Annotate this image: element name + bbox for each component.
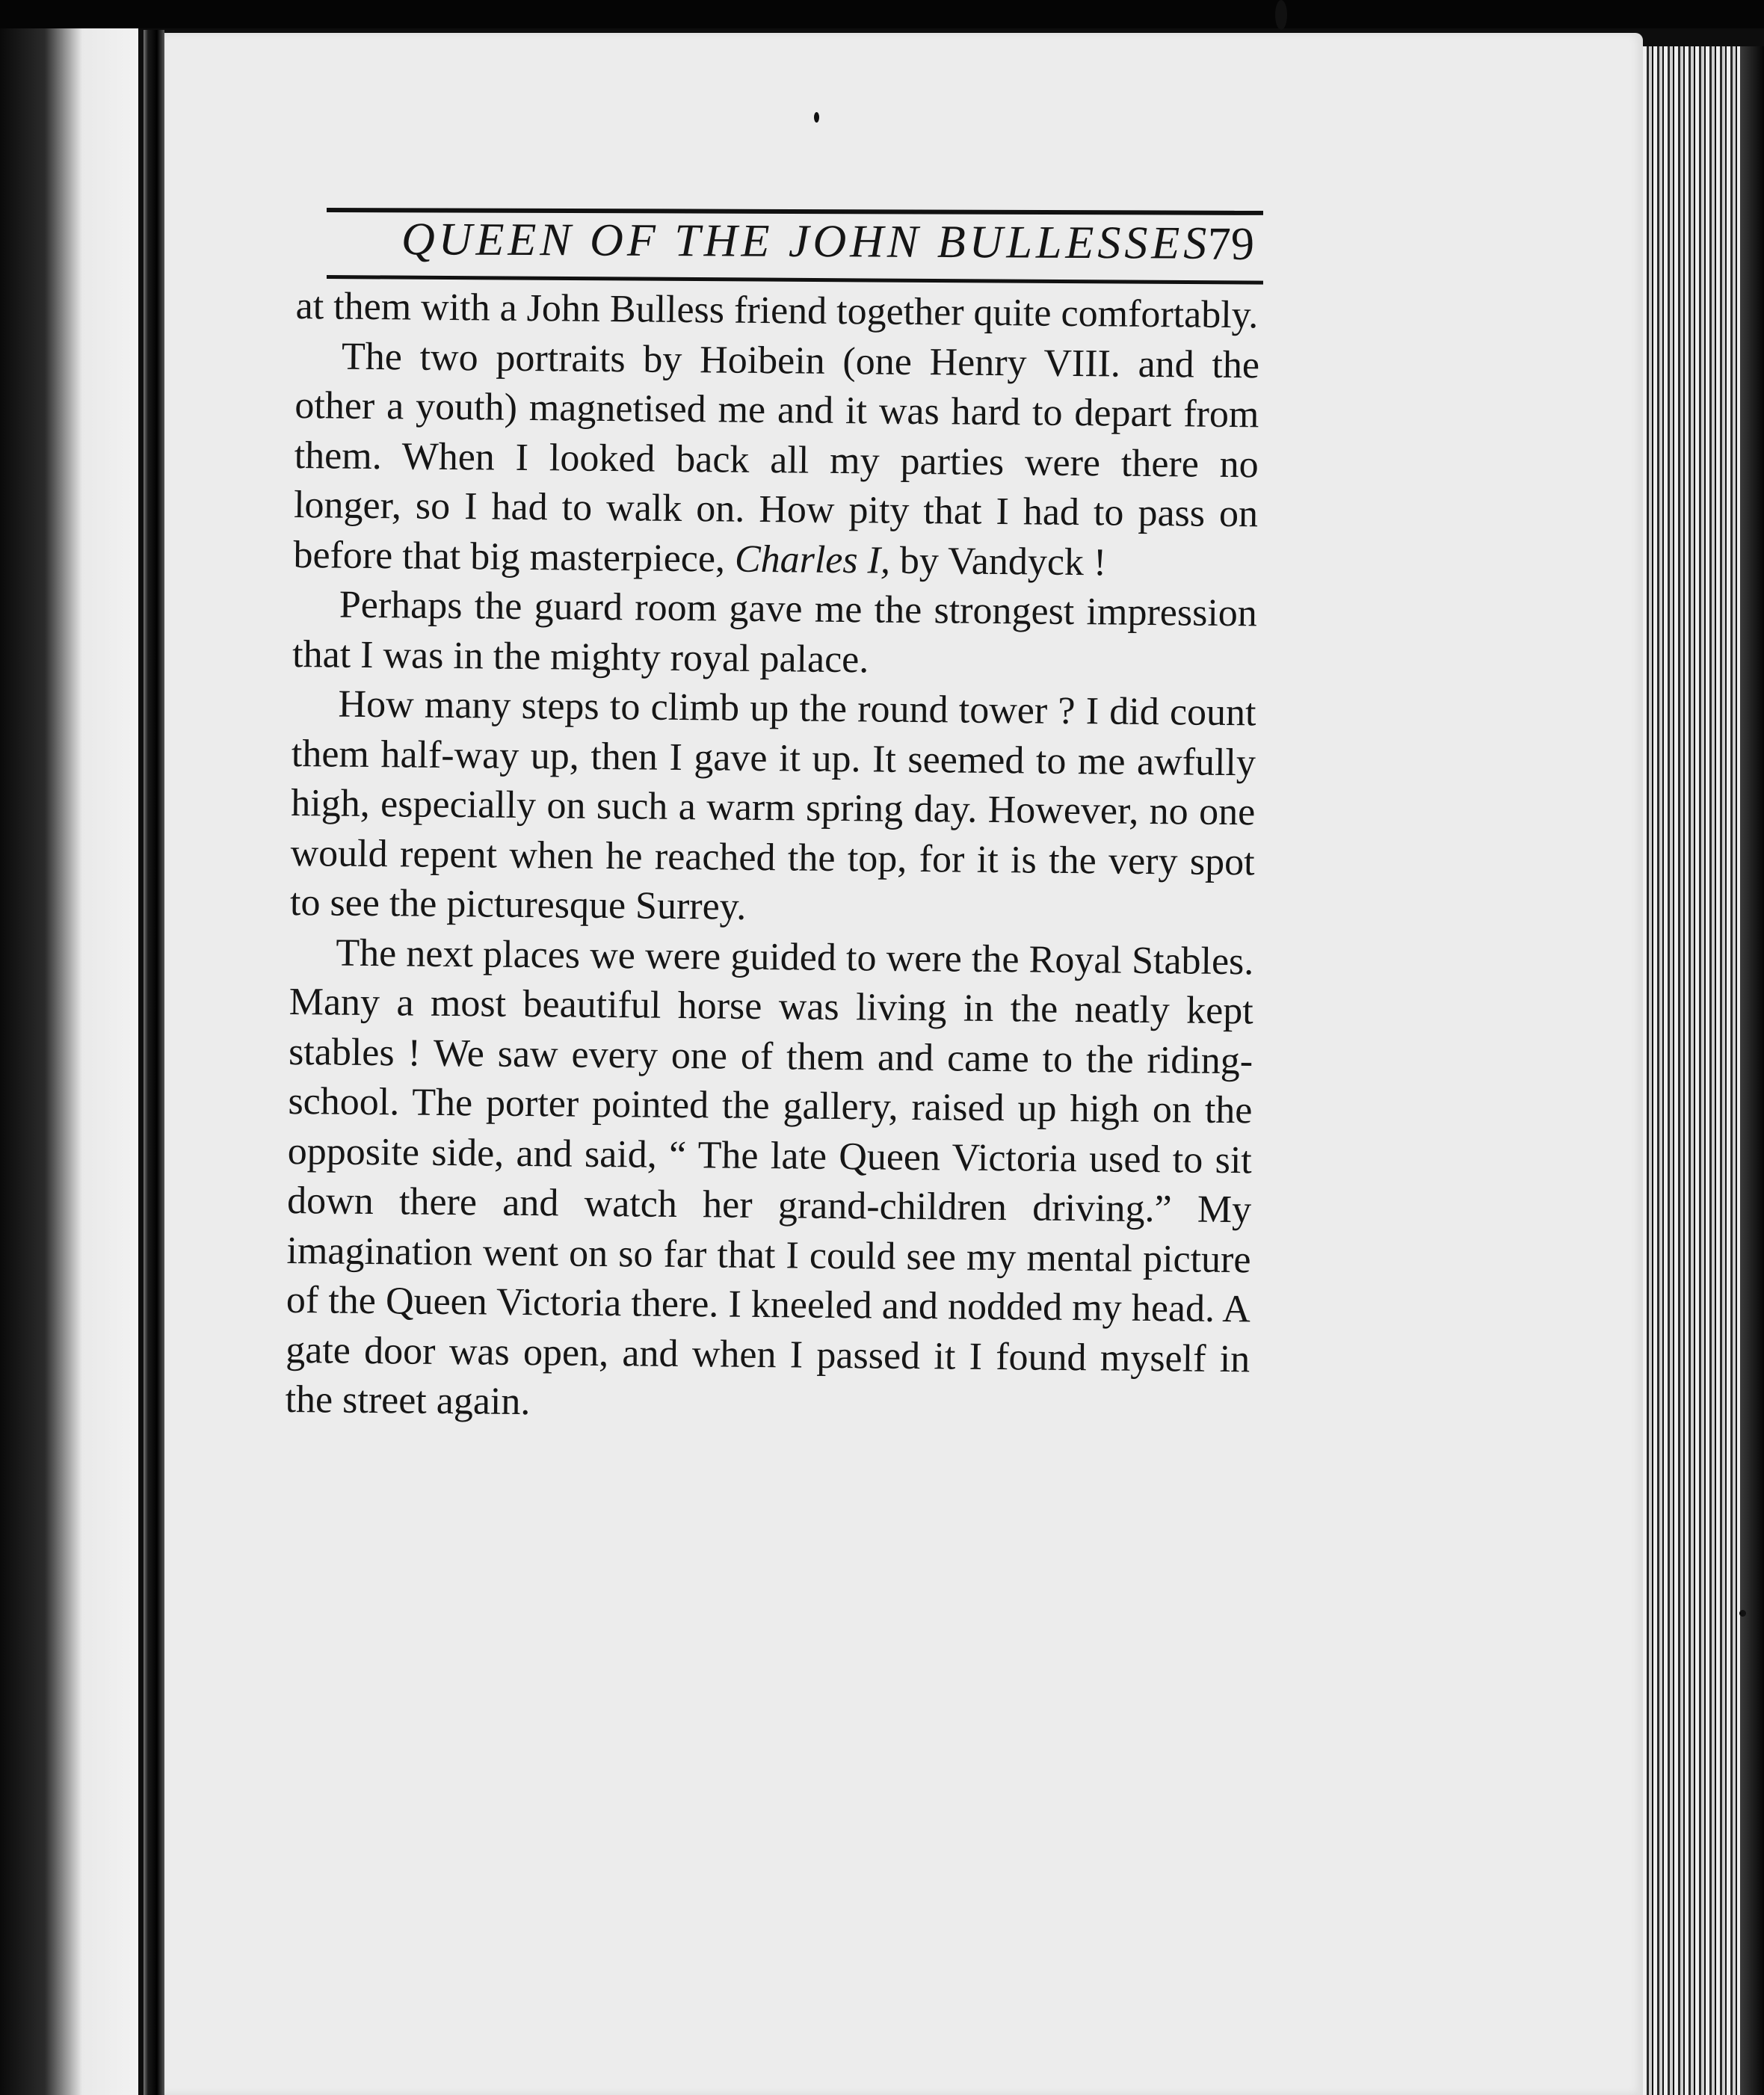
- ink-speck: [1275, 0, 1287, 30]
- running-head-title: QUEEN OF THE JOHN BULLESSES: [401, 214, 1211, 269]
- paragraph-5: The next places we were guided to were the Royal Stables. Many a most beautiful horse was living in the neatly kept stables ! We saw every one of them and came to the riding-school. The porter pointed the gallery, raised up high on the opposite side, and said, “ The late Queen Victoria used to sit down there and watch her grand-children driving.” My imagination went on so far that I could see my mental picture of the Queen Victoria there. I kneeled and nodded my head. A gate door was open, and when I passed it I found myself in the street again.: [285, 931, 1254, 1424]
- paragraph-4: How many steps to climb up the round tower ? I did count them half-way up, then I gave it up. It seemed to me awfully high, especially on such a warm spring day. However, no one would repent when he reached the top, for it is the very spot to see the picturesque Surrey.: [289, 682, 1256, 928]
- book-gutter: [144, 30, 164, 2095]
- ink-speck: [814, 112, 819, 123]
- running-head: [327, 185, 1263, 283]
- paragraph-1: at them with a John Bulless friend together quite comfortably.: [295, 284, 1259, 337]
- painting-title: Charles I,: [734, 537, 891, 582]
- page-number: 79: [1208, 219, 1254, 270]
- paragraph-3: Perhaps the guard room gave me the strongest impression that I was in the mighty royal palace.: [292, 583, 1258, 681]
- paragraph-2: The two portraits by Hoibein (one Henry VIII. and the other a youth) magnetised me and it was hard to depart from them. When I looked back all my parties were there no longer, so I had to walk on. How pity that I had to pass on before that big masterpiece, Charles I, by Vandyck !: [293, 335, 1260, 584]
- ink-speck: [1739, 1610, 1746, 1617]
- left-page-edge: [0, 28, 138, 2095]
- scan-top-border: [0, 0, 1764, 28]
- page-fore-edge: [1643, 46, 1740, 2095]
- fore-edge-shadow: [1740, 46, 1764, 2095]
- body-text: [285, 282, 1260, 1434]
